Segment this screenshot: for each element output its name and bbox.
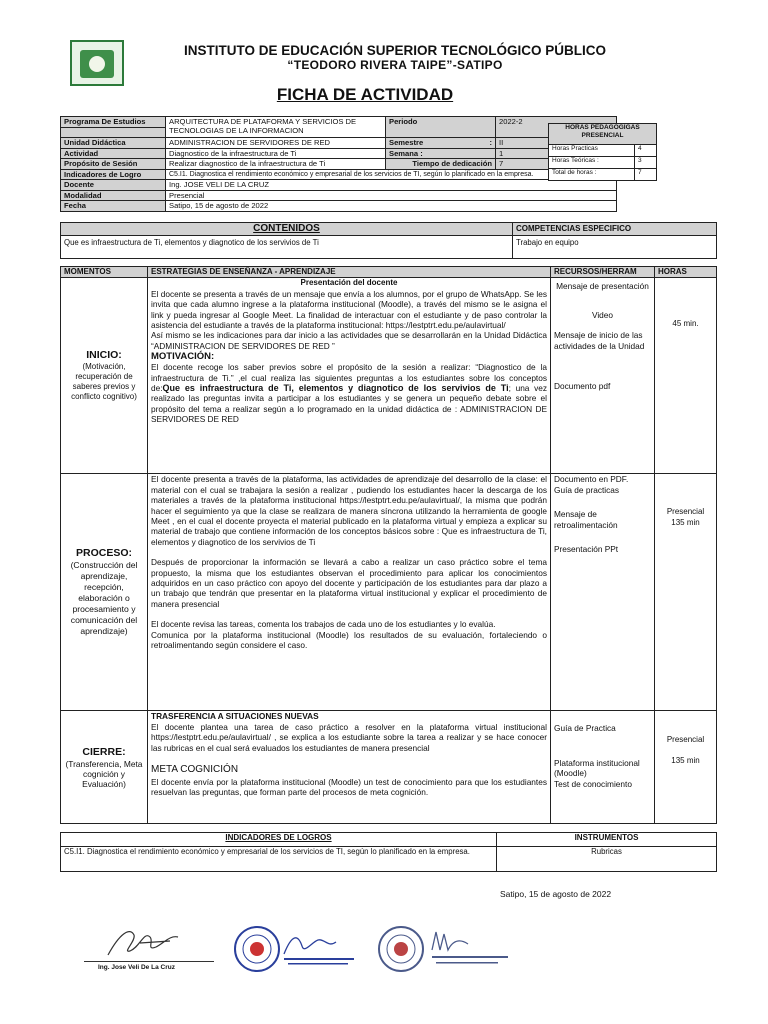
unidad-value: ADMINISTRACION DE SERVIDORES DE RED <box>166 138 386 149</box>
periodo-value: 2022-2 <box>496 117 617 138</box>
inicio-res-1: Mensaje de presentación <box>556 281 649 292</box>
docente-label: Docente <box>61 180 166 191</box>
inicio-res-3: Mensaje de inicio de las actividades de la Unidad <box>554 330 645 351</box>
momentos-table <box>60 266 717 824</box>
inicio-p3 <box>151 362 547 424</box>
cierre-cell <box>61 711 148 824</box>
cierre-horas-2: 135 min <box>671 755 700 765</box>
instrumentos-value: Rubricas <box>497 847 717 872</box>
inicio-p3b: Que es infraestructura de Ti, elementos y diagnotico de los servivios de Ti <box>162 383 509 394</box>
indicadores-table <box>60 832 717 872</box>
proposito-value: Realizar diagnostico de la infraestructura de Ti <box>166 159 386 170</box>
coordinator-stamp <box>376 924 516 974</box>
cierre-strategy <box>148 711 551 824</box>
inicio-p3a: El docente recoge los saber previos sobre el propósito de la sesión a realizar: “Diagnostico de la infraestructura de Ti.” ,el cual realiza las siguientes preguntas a los estudiantes sobre los conceptos de: <box>151 362 547 394</box>
programa-label-filler <box>61 127 166 138</box>
proceso-sub: (Construcción del aprendizaje, recepción, elaboración o procesamiento y comunicación del aprendizaje) <box>70 560 138 637</box>
proceso-p3: El docente revisa las tareas, comenta los trabajos de cada uno de los estudiantes y lo evalúa. <box>151 619 496 630</box>
competencias-value: Trabajo en equipo <box>513 236 717 259</box>
modalidad-value: Presencial <box>166 190 617 201</box>
campus-name: “TEODORO RIVERA TAIPE”-SATIPO <box>287 58 503 72</box>
proceso-res-1: Documento en PDF. <box>554 474 629 485</box>
director-stamp <box>232 924 362 974</box>
signature-image <box>100 925 200 961</box>
proceso-horas-1: Presencial <box>666 507 705 517</box>
motivacion-heading: MOTIVACIÓN: <box>151 351 215 363</box>
header-estrategias: ESTRATEGIAS DE ENSEÑANZA - APRENDIZAJE <box>148 267 551 278</box>
indicadores-label: Indicadores de Logro <box>61 169 166 180</box>
cierre-heading: TRASFERENCIA A SITUACIONES NUEVAS <box>151 711 319 722</box>
periodo-label: Periodo <box>386 117 496 138</box>
contenidos-table <box>60 222 717 259</box>
proceso-horas <box>655 474 717 711</box>
cierre-sub: (Transferencia, Meta cognición y Evaluación) <box>65 758 143 789</box>
inicio-strategy <box>148 278 551 474</box>
proceso-spacer-1 <box>151 547 547 557</box>
cierre-horas-1: Presencial <box>666 735 705 745</box>
programa-value: ARQUITECTURA DE PLATAFORMA Y SERVICIOS DE TECNOLOGIAS DE LA INFORMACION <box>166 117 386 138</box>
inicio-p1: El docente se presenta a través de un mensaje que envía a los alumnos, por el grupo de WhatsApp. Se les invita que cada alumno ingrese a la plataforma institucional (Moodle), a través del mismo se le asigna el link y pueda ingresar al Google Meet. La finalidad de interactuar con el estudiante y de paso controlar la asistencia del estudiante a través de la plataforma institucional: https://lestptrt.edu.pe/aulavirtual/ <box>151 288 547 331</box>
hours-practicas-label: Horas Practicas <box>549 145 635 157</box>
hours-table <box>548 123 657 181</box>
cierre-title: CIERRE: <box>82 745 126 758</box>
actividad-label: Actividad <box>61 148 166 159</box>
document-title: FICHA DE ACTIVIDAD <box>276 85 454 104</box>
header-recursos: RECURSOS/HERRAM <box>551 267 655 278</box>
hours-total-label: Total de horas : <box>549 169 635 181</box>
semana-value: 1 <box>496 148 617 159</box>
programa-label: Programa De Estudios <box>61 117 166 128</box>
inicio-resources <box>551 278 655 474</box>
header-horas: HORAS <box>655 267 717 278</box>
proceso-horas-2: 135 min <box>671 517 700 527</box>
inicio-heading: Presentación del docente <box>300 278 398 288</box>
inicio-cell <box>61 278 148 474</box>
signature-line <box>84 961 214 962</box>
inicio-res-2: Video <box>591 309 614 320</box>
hours-teoricas-label: Horas Teóricas : <box>549 157 635 169</box>
semestre-value: II <box>496 138 617 149</box>
cierre-res-2: Plataforma institucional (Moodle) <box>554 757 640 779</box>
contenidos-title: CONTENIDOS <box>61 223 513 236</box>
hours-total-value: 7 <box>635 169 657 181</box>
info-table <box>60 116 617 212</box>
inicio-res-4: Documento pdf <box>554 381 611 392</box>
inicio-sub: (Motivación, recuperación de saberes previos y conflicto cognitivo) <box>71 362 137 402</box>
hours-title: HORAS PEDAGOGIGAS PRESENCIAL <box>549 124 657 145</box>
indicadores-title: INDICADORES DE LOGROS <box>61 833 497 847</box>
fecha-value: Satipo, 15 de agosto de 2022 <box>166 201 617 212</box>
unidad-label: Unidad Didáctica <box>61 138 166 149</box>
inicio-title: INICIO: <box>86 349 122 362</box>
hours-teoricas-value: 3 <box>635 157 657 169</box>
institution-name: INSTITUTO DE EDUCACIÓN SUPERIOR TECNOLÓGICO PÚBLICO <box>183 43 607 58</box>
proceso-res-2: Guía de practicas <box>554 484 620 495</box>
semana-label: Semana : <box>386 148 496 159</box>
proceso-resources <box>551 474 655 711</box>
contenidos-value: Que es infraestructura de Ti, elementos y diagnotico de los servivios de Ti <box>61 236 513 259</box>
institution-logo <box>70 40 124 86</box>
proceso-strategy <box>148 474 551 711</box>
footer-date: Satipo, 15 de agosto de 2022 <box>500 889 612 899</box>
inicio-horas <box>655 278 717 474</box>
cierre-resources <box>551 711 655 824</box>
semestre-label <box>386 138 496 149</box>
proceso-p2: Después de proporcionar la información se llevará a cabo a realizar un caso práctico sobre el tema propuesto, la misma que los estudiantes observan el procedimiento para aplicar los conocimientos adquiridos en un caso práctico con apoyo del docente y participación de los estudiantes para dar plazo a un trabajo que tendrán que presentar en la plataforma virtual institucional y explicar el procedimiento de manera presencial <box>151 557 547 609</box>
semestre-colon: : <box>489 138 492 147</box>
inicio-horas-value: 45 min. <box>672 319 699 329</box>
instrumentos-title: INSTRUMENTOS <box>497 833 717 847</box>
proceso-cell <box>61 474 148 711</box>
modalidad-label: Modalidad <box>61 190 166 201</box>
docente-value: Ing. JOSE VELI DE LA CRUZ <box>166 180 617 191</box>
semestre-label-text: Semestre <box>389 138 424 147</box>
header-momentos: MOMENTOS <box>61 267 148 278</box>
inicio-p3c: ; una vez realizado las preguntas invita a participar a los estudiantes y se genera un pequeño debate sobre el propósito del tema a realizar según a lo programado en la unidad didáctica de : ADMINISTRACION DE SERVIDORES DE RED <box>151 383 547 425</box>
meta-heading: META COGNICIÓN <box>151 764 239 776</box>
proceso-p1: El docente presenta a través de la plataforma, las actividades de aprendizaje del desarrollo de la clase: el material con el cual se trabajara la sesión a realizar , pudiendo los estudiantes hacer la descarga de los materiales a través de la plataforma institucional https://lestptrt.edu.pe/aulavirtual/, la misma que podrán hacer el seguimiento ya que la clase se realizara de manera síncrona utilizando la herramienta de google Meet , en el cual el docente proyecta el material publicado en la plataforma virtual y empieza a explicar su material de trabajo que contiene información de los conceptos básicos sobre : Que es infraestructura de Ti, elementos y diagnotico de los servivios de Ti <box>151 474 547 547</box>
tiempo-value: 7 <box>496 159 617 170</box>
competencias-title: COMPETENCIAS ESPECIFICO <box>513 223 717 236</box>
cierre-horas <box>655 711 717 824</box>
tiempo-label: Tiempo de dedicación <box>386 159 496 170</box>
signer-name: Ing. Jose Veli De La Cruz <box>98 964 175 971</box>
proceso-res-3: Mensaje de retroalimentación <box>554 509 618 530</box>
indicadores-value-cell: C5.I1. Diagnostica el rendimiento económico y empresarial de los servicios de TI, según lo planificado en la empresa. <box>61 847 497 872</box>
proceso-title: PROCESO: <box>75 547 132 560</box>
inicio-p2: Así mismo se les indicaciones para dar inicio a las actividades que se desarrollarán en la Unidad Didáctica “ADMINISTRACION DE SERVIDORES DE RED ” <box>151 330 547 351</box>
cierre-p2: El docente envía por la plataforma institucional (Moodle) un test de conocimiento para que los estudiantes resuelvan las preguntas, que forman parte del procesos de meta cognición. <box>151 777 547 798</box>
hours-practicas-value: 4 <box>635 145 657 157</box>
proceso-spacer-2 <box>151 609 547 619</box>
cierre-res-3: Test de conocimiento <box>554 778 632 789</box>
logo-emblem <box>89 56 105 72</box>
cierre-res-1: Guía de Practica <box>554 723 616 734</box>
cierre-p1: El docente plantea una tarea de caso práctico a resolver en la plataforma virtual institucional https://lestptrt.edu.pe/aulavirtual/ , se explica a los estudiante sobre la tarea a realizar y se hace conocer las rubricas en el cual será evaluados los estudiantes de manera presencial <box>151 721 547 753</box>
actividad-value: Diagnostico de la infraestructura de Ti <box>166 148 386 159</box>
proceso-res-4: Presentación PPt <box>554 544 619 555</box>
indicadores-value: C5.I1. Diagnostica el rendimiento económico y empresarial de los servicios de TI, según lo planificado en la empresa. <box>166 169 617 180</box>
proceso-p4: Comunica por la plataforma institucional (Moodle) los resultados de su evaluación, fortaleciendo o retroalimentando según considere el caso. <box>151 629 547 651</box>
proposito-label: Propósito de Sesión <box>61 159 166 170</box>
fecha-label: Fecha <box>61 201 166 212</box>
